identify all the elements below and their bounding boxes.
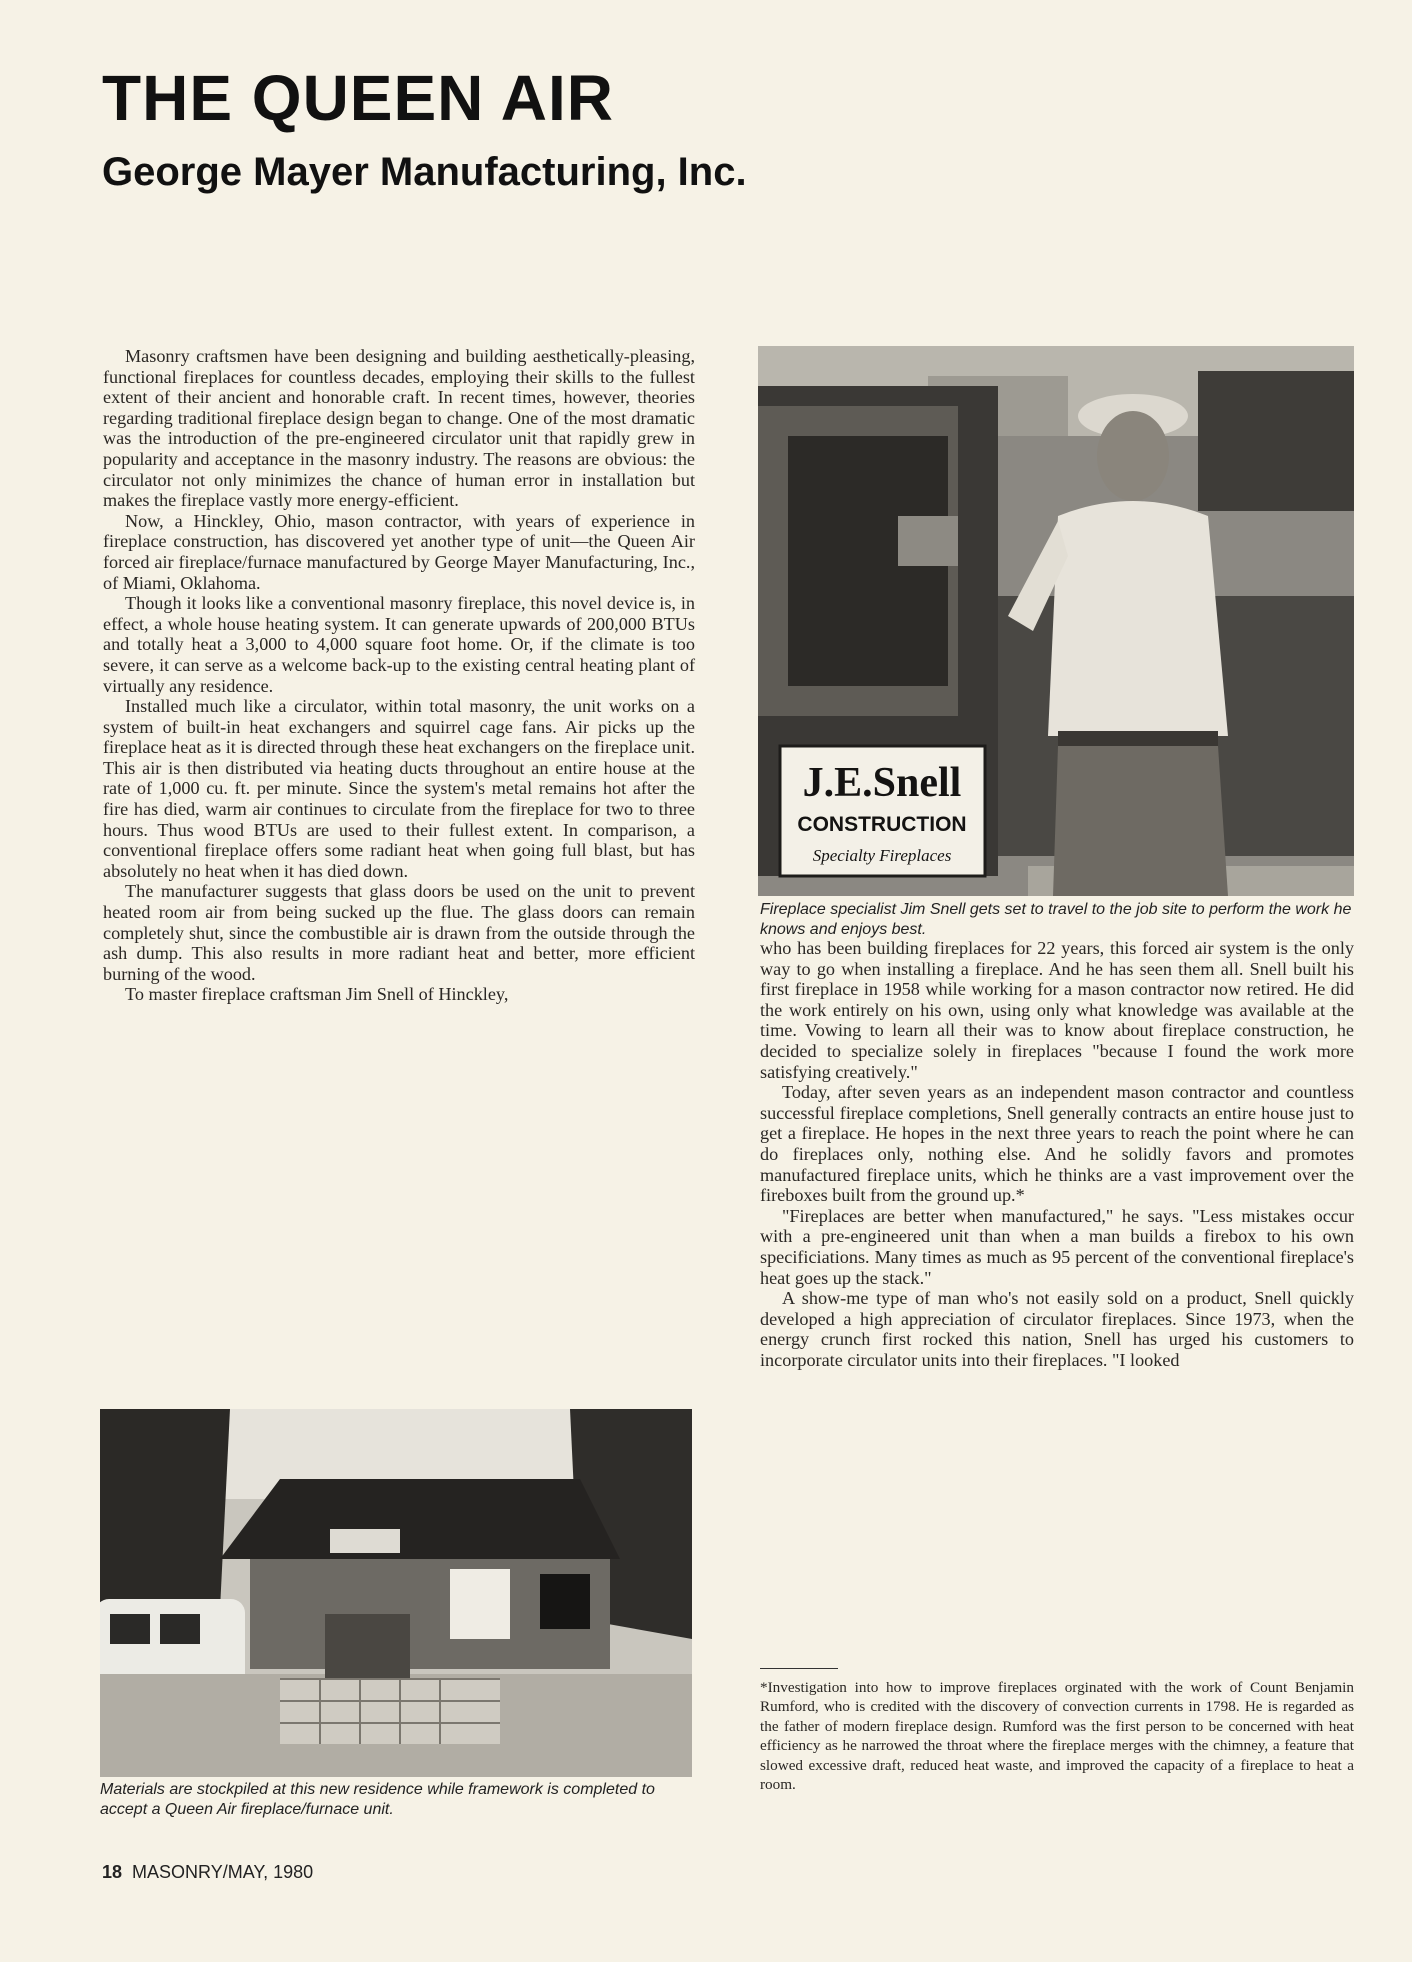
body-paragraph: "Fireplaces are better when manufactured," he says. "Less mistakes occur with a pre-engineered unit than when a man builds a firebox to his own specificiations. Many times as much as 95 percent of the conventional fireplace's heat goes up the stack." [760,1205,1354,1288]
right-column [760,938,1354,1370]
page-folio [102,1862,313,1883]
footnote-divider [760,1668,838,1669]
body-paragraph: Though it looks like a conventional masonry fireplace, this novel device is, in effect, a whole house heating system. It can generate upwards of 200,000 BTUs and totally heat a 3,000 to 4,000 square foot home. Or, if the climate is too severe, it can serve as a welcome back-up to the existing central heating plant of virtually any residence. [103,593,695,696]
sign-construction: CONSTRUCTION [797,813,967,836]
body-paragraph: A show-me type of man who's not easily sold on a product, Snell quickly developed a high appreciation of circulator fireplaces. Since 1973, when the energy crunch first rocked this nation, Snell has urged his customers to incorporate circulator units into their fireplaces. "I looked [760,1288,1354,1370]
sign-company-name: J.E.Snell [802,760,962,806]
truck-photo-caption: Fireplace specialist Jim Snell gets set to travel to the job site to perform the work he knows and enjoys best. [760,901,1352,938]
body-paragraph: The manufacturer suggests that glass doors be used on the unit to prevent heated room air from being sucked up the flue. The glass doors can remain completely shut, since the combustible air is drawn from the outside through the ash dump. This also results in more radiant heat and better, more efficient burning of the wood. [103,881,695,984]
body-paragraph: Now, a Hinckley, Ohio, mason contractor, with years of experience in fireplace construction, has discovered yet another type of unit—the Queen Air forced air fireplace/furnace manufactured by George Mayer Manufacturing, Inc., of Miami, Oklahoma. [103,510,695,593]
body-paragraph: Today, after seven years as an independent mason contractor and countless successful fireplace completions, Snell generally contracts an entire house just to get a fireplace. He hopes in the next three years to reach the point where he can do fireplaces only, nothing else. And he solidly favors and promotes manufactured fireplace units, which he thinks are a vast improvement over the fireboxes built from the ground up.* [760,1082,1354,1206]
body-paragraph: Masonry craftsmen have been designing and building aesthetically-pleasing, functional fireplaces for countless decades, employing their skills to the fullest extent of their ancient and honorable craft. In recent times, however, theories regarding traditional fireplace design began to change. One of the most dramatic was the introduction of the pre-engineered circulator unit that rapidly grew in popularity and acceptance in the masonry industry. The reasons are obvious: the circulator not only minimizes the chance of human error in installation but makes the fireplace vastly more energy-efficient. [103,346,695,511]
body-paragraph: who has been building fireplaces for 22 years, this forced air system is the only way to go when installing a fireplace. And he has seen them all. Snell built his first fireplace in 1958 while working for a mason contractor now retired. He did the work entirely on his own, using only what knowledge was available at the time. Vowing to learn all their was to know about fireplace construction, he decided to specialize solely in fireplaces "because I found the work more satisfying creatively." [760,938,1354,1082]
footnote: *Investigation into how to improve fireplaces orginated with the work of Count Benjamin Rumford, who is credited with the discovery of convection currents in 1798. He is regarded as the father of modern fireplace design. Rumford was the first person to be concerned with heat efficiency as he narrowed the throat where the fireplace merges with the chimney, a feature that slowed excessive draft, reduced heat waste, and improved the capacity of a fireplace to heat a room. [760,1679,1354,1794]
truck-photo [758,346,1354,896]
body-paragraph: To master fireplace craftsman Jim Snell of Hinckley, [125,984,509,1005]
sign-specialty: Specialty Fireplaces [812,846,952,865]
publication-line: MASONRY/MAY, 1980 [132,1862,314,1882]
house-photo [100,1409,692,1777]
article-subtitle: George Mayer Manufacturing, Inc. [102,150,747,194]
left-column [103,346,695,1005]
article-title: THE QUEEN AIR [102,62,614,134]
page-number: 18 [102,1862,123,1882]
body-paragraph: Installed much like a circulator, within total masonry, the unit works on a system of built-in heat exchangers and squirrel cage fans. Air picks up the fireplace heat as it is directed through these heat exchangers on the fireplace unit. This air is then distributed via heating ducts throughout an entire house at the rate of 1,000 cu. ft. per minute. Since the system's metal remains hot after the fire has died, warm air continues to circulate from the fireplace for two to three hours. Thus wood BTUs are used to their fullest extent. In comparison, a conventional fireplace offers some radiant heat when going full blast, but has absolutely no heat when it has died down. [103,696,695,881]
house-photo-caption: Materials are stockpiled at this new residence while framework is completed to accept a Queen Air fireplace/furnace unit. [100,1781,655,1818]
